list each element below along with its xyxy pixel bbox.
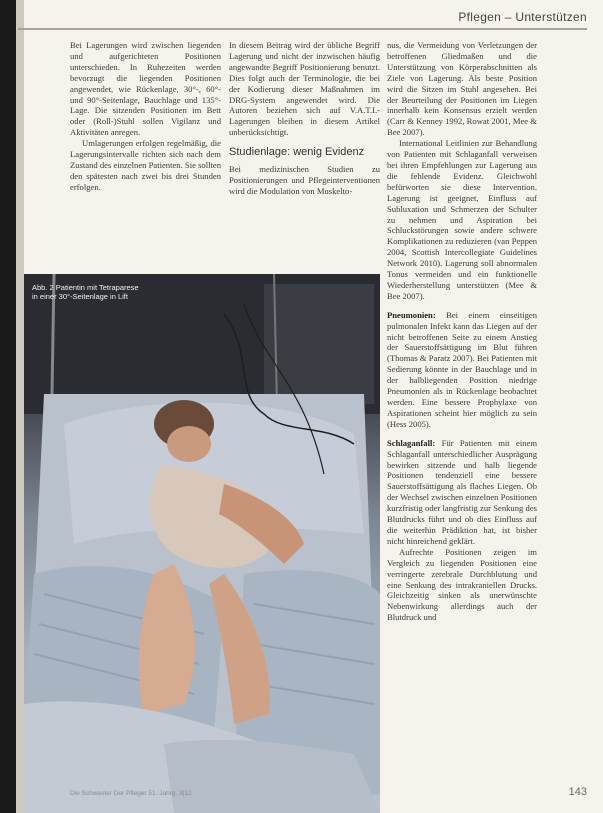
patient-photo: [24, 274, 380, 813]
paragraph: In diesem Beitrag wird der übliche Begriff Lagerung und nicht der inzwischen häufig angewandte Begriff Positionierung benutzt. Dies folgt auch der Terminologie, die bei der Kodierung dieser Maßnahmen im DRG-System angewendet wird. Die Autoren beziehen sich auf V.A.T.I.-Lagerungen bleiben in diesem Artikel unberücksichtigt.: [229, 40, 380, 138]
section-subheading: Studienlage: wenig Evidenz: [229, 146, 365, 159]
paragraph: Bei medizinischen Studien zu Positionierungen und Pflegeinterventionen wird die Modulation von Muskelto-: [229, 164, 380, 196]
section-title: Pflegen – Unterstützen: [458, 10, 587, 24]
paragraph: Bei Lagerungen wird zwischen liegenden und aufgerichteten Positionen unterschieden. In Ruhezeiten werden bevorzugt die liegenden Positionen angewendet, wie Rückenlage, 30°-, 60°- und 90°-Seitenlage, Bauchlage und 135°-Lage. Die sitzenden Positionen im Bett oder (Roll-)Stuhl sollen Vigilanz und Aktivitäten anregen.: [70, 40, 221, 138]
page-number: 143: [568, 786, 587, 798]
left-page-gutter: [16, 0, 24, 813]
left-black-edge: [0, 0, 16, 813]
paragraph: [387, 438, 537, 547]
paragraph-lead: Schlaganfall:: [387, 437, 436, 448]
paragraph: International Leitlinien zur Behandlung von Patienten mit Schlaganfall verweisen bei ihren Empfehlungen zur Lagerung aus die fehlende Evidenz. Gleichwohl befürworten sie diese Intervention. Lagerung ist geeignet, Einfluss auf Subluxation und Schmerzen der Schulter zu nehmen und Aspiration bei Schluckstörungen sowie andere schwere Komplikationen zu reduzieren (van Peppen 2004, Scottish Intercollegiate Guidelines Network 2010). Lagerung soll abnormalen Tonus vermeiden und ein funktionelle Wiederherstellung unterstützen (Mee & Bee 2007).: [387, 138, 537, 301]
paragraph: [387, 310, 537, 430]
text-column-3: [387, 40, 537, 623]
text-column-1: [70, 40, 221, 193]
paragraph-body: Für Patienten mit einem Schlaganfall unterschiedlicher Ausprägung bewirken sitzende und halb liegende Positionen tendenziell eine bessere Sauerstoffsättigung als flaches Liegen. Ob der Wechsel zwischen einzelnen Positionen kurzfristig oder langfristig zur Senkung des Blutdrucks führt und ob dies Einfluss auf die weiterhin Prädiktion hat, ist bisher nicht hinreichend geklärt.: [387, 437, 537, 546]
running-header: [458, 8, 587, 26]
header-rule: [18, 28, 587, 30]
paragraph-lead: Pneumonien:: [387, 309, 436, 320]
paragraph: Aufrechte Positionen zeigen im Vergleich zu liegenden Positionen eine verringerte zerebrale Durchblutung und eine Senkung des intrakraniellen Drucks. Gleichzeitig sinken als unerwünschte Nebenwirkung allerdings auch der Blutdruck und: [387, 546, 537, 623]
journal-footer: Die Schwester Der Pfleger 51. Jahrg. 3|12: [70, 790, 192, 797]
text-column-2: [229, 40, 380, 197]
paragraph: nus, die Vermeidung von Verletzungen der betroffenen Gliedmaßen und die Unterstützung von Körperabschnitten als Ziele von Lagerung. Als beste Position wird die Sitzen im Stuhl angesehen. Bei der Beurteilung der Positionen im Liegen innerhalb kein Konsensus erzielt werden (Carr & Kenney 1992, Rowat 2001, Mee & Bee 2007).: [387, 40, 537, 138]
figure-caption: Abb. 2 Patientin mit Tetraparese in einer 30°-Seitenlage in Lift: [32, 283, 139, 301]
paragraph: Umlagerungen erfolgen regelmäßig, die Lagerungsintervalle richten sich nach dem Zustand des einzelnen Patienten. Sie sollten den spätesten nach zwei bis drei Stunden erfolgen.: [70, 138, 221, 192]
photo-illustration: [24, 274, 380, 813]
paragraph-body: Bei einem einseitigen pulmonalen Infekt kann das Liegen auf der nicht betroffenen Seite zu einem Anstieg der Sauerstoffsättigung im Blut führen (Thomas & Paratz 2007). Bei Patienten mit Sedierung könnte in der Bauchlage und in der halbliegenden Position niedrige Pneumonien als in Rückenlage beobachtet werden. Eine bessere Prophylaxe von Aspirationen scheint hier möglich zu sein (Hess 2005).: [387, 309, 537, 429]
